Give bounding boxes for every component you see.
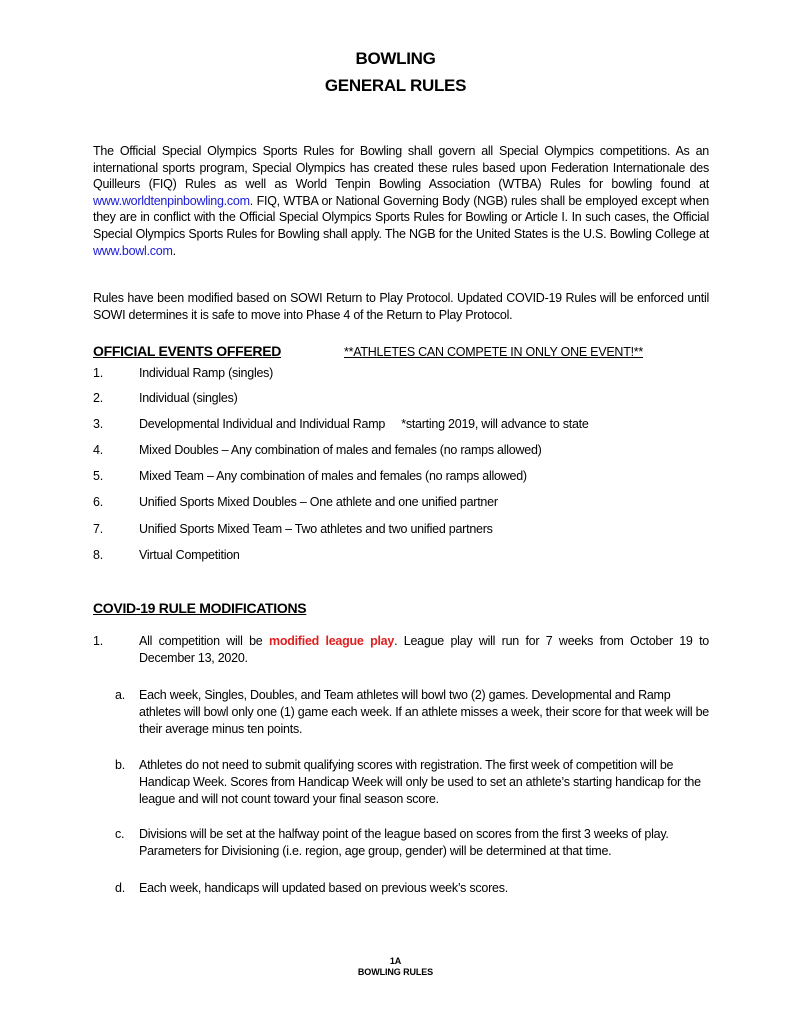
event-number: 4. — [93, 443, 103, 457]
covid-item-body — [139, 633, 709, 667]
league-play-highlight: modified league play — [268, 634, 395, 648]
covid-item-text-before: All competition will be — [139, 634, 269, 648]
wtba-link[interactable]: www.worldtenpinbowling.com — [93, 193, 250, 208]
event-text: Individual (singles) — [139, 391, 238, 405]
covid-subitem — [115, 880, 709, 897]
footer-label: BOWLING RULES — [357, 967, 434, 977]
event-number: 7. — [93, 522, 103, 536]
event-text: Unified Sports Mixed Team – Two athletes and two unified partners — [139, 522, 493, 536]
intro-paragraph — [93, 143, 709, 259]
subitem-letter: a. — [115, 688, 125, 702]
event-text: Individual Ramp (singles) — [139, 366, 274, 380]
covid-subitem — [115, 826, 709, 860]
page-number: 1A — [389, 956, 402, 966]
document-subtitle: GENERAL RULES — [324, 76, 467, 95]
covid-subitem — [115, 757, 709, 808]
covid-item-text-after: . League play will run for 7 weeks from October 19 to December 13, 2020. — [139, 634, 710, 665]
intro-text-2: . FIQ, WTBA or National Governing Body (NGB) rules shall be employed except when they are in conflict with the Official Special Olympics Sports Rules for Bowling or Article I. In such cases, the Official Special Olympics Sports Rules for Bowling shall apply. The NGB for the United States is the U.S. Bowling College at — [93, 193, 709, 241]
intro-text-1: The Official Special Olympics Sports Rules for Bowling shall govern all Special Olympics competitions. As an international sports program, Special Olympics has created these rules based upon Federation Internationale des Quilleurs (FIQ) Rules as well as World Tenpin Bowling Association (WTBA) Rules for bowling found at — [93, 144, 709, 192]
subitem-text: Divisions will be set at the halfway point of the league based on scores from the first 3 weeks of play. Parameters for Divisioning (i.e. region, age group, gender) will be determined at that time. — [139, 827, 669, 858]
subitem-text: Each week, handicaps will updated based on previous week’s scores. — [139, 881, 508, 895]
event-number: 6. — [93, 495, 103, 509]
document-title: BOWLING — [355, 49, 436, 68]
covid-item-number: 1. — [93, 634, 103, 648]
subitem-letter: c. — [115, 827, 125, 841]
intro-text-3: . — [172, 243, 176, 258]
covid-heading: COVID-19 RULE MODIFICATIONS — [93, 600, 307, 616]
event-number: 3. — [93, 417, 103, 431]
events-heading: OFFICIAL EVENTS OFFERED — [93, 343, 282, 359]
event-number: 1. — [93, 366, 103, 380]
event-text: Mixed Team – Any combination of males and females (no ramps allowed) — [139, 469, 527, 483]
event-text: Virtual Competition — [139, 548, 240, 562]
event-text: Developmental Individual and Individual Ramp *starting 2019, will advance to state — [139, 417, 589, 431]
subitem-letter: b. — [115, 758, 125, 772]
subitem-text: Each week, Singles, Doubles, and Team athletes will bowl two (2) games. Developmental and Ramp athletes will bowl only one (1) game each week. If an athlete misses a week, their score for that week will be their average minus ten points. — [139, 688, 710, 736]
event-number: 8. — [93, 548, 103, 562]
bowl-link[interactable]: www.bowl.com — [93, 243, 173, 258]
covid-item-1 — [93, 633, 709, 667]
event-text: Mixed Doubles – Any combination of males and females (no ramps allowed) — [139, 443, 542, 457]
event-number: 2. — [93, 391, 103, 405]
event-number: 5. — [93, 469, 103, 483]
subitem-letter: d. — [115, 881, 125, 895]
covid-subitem — [115, 687, 709, 738]
covid-note-paragraph: Rules have been modified based on SOWI Return to Play Protocol. Updated COVID-19 Rules will be enforced until SOWI determines it is safe to move into Phase 4 of the Return to Play Protocol. — [93, 291, 709, 322]
subitem-text: Athletes do not need to submit qualifying scores with registration. The first week of competition will be Handicap Week. Scores from Handicap Week will only be used to set an athlete’s starting handicap for the league and will not count toward your final season score. — [139, 758, 701, 806]
events-note: **ATHLETES CAN COMPETE IN ONLY ONE EVENT!** — [344, 345, 644, 359]
event-text: Unified Sports Mixed Doubles – One athlete and one unified partner — [139, 495, 498, 509]
